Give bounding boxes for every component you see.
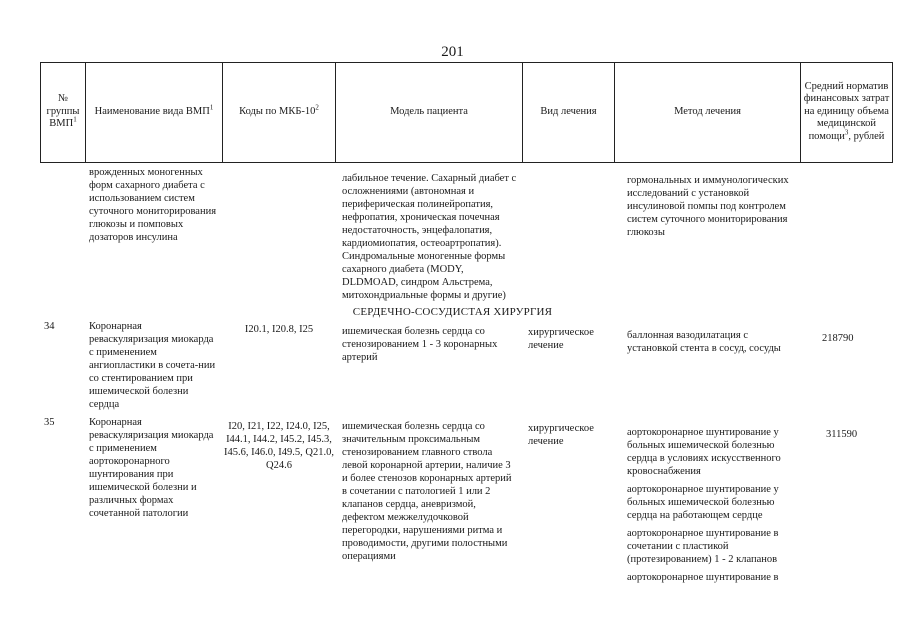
row-group-no: 34 [44, 321, 55, 332]
header-vmp-name [86, 63, 222, 161]
footnote-mark: 2 [315, 103, 319, 112]
treatment-method-item: баллонная вазодилатация с установкой стента в сосуд, сосуды [627, 330, 781, 354]
header-vmp-name-text: Наименование вида ВМП [94, 105, 210, 117]
row-avg-cost: 311590 [826, 429, 858, 440]
footnote-mark: 1 [209, 103, 214, 112]
row-icd-codes: I20.1, I20.8, I25 [244, 324, 314, 335]
row-treatment-type: хирургическое лечение [528, 327, 594, 351]
header-patient-model [336, 63, 522, 161]
header-treatment-method-text: Метод лечения [674, 105, 741, 117]
header-bottom-border [40, 162, 893, 163]
continuation-vmp-name: врожденных моногенных форм сахарного диабета с использованием систем суточного мониторирования глюкозы и помповых дозаторов инсулина [89, 167, 217, 243]
treatment-method-item: аортокоронарное шунтирование у больных ишемической болезнью сердца на работающем сердце [627, 484, 779, 521]
row-treatment-methods [627, 329, 799, 360]
continuation-patient-model: лабильное течение. Сахарный диабет с осложнениями (автономная и периферическая полинейропатия, нефропатия, хроническая почечная недостаточность, энцефалопатия, кардиомиопатия, остеоартропатия). Синдромальные моногенные формы сахарного диабета (MODY, DLDMOAD, синдром Альстрема, митохондриальные формы и другие) [342, 173, 517, 301]
section-title: СЕРДЕЧНО-СОСУДИСТАЯ ХИРУРГИЯ [352, 306, 553, 318]
row-avg-cost: 218790 [822, 333, 854, 344]
footnote-mark: 3 [844, 128, 849, 137]
header-group-no [41, 63, 85, 161]
header-patient-model-text: Модель пациента [390, 105, 468, 117]
row-treatment-methods [627, 426, 799, 589]
continuation-treatment-method: гормональных и иммунологических исследований с установкой инсулиновой помпы под контролем систем суточного мониторирования глюкозы [627, 175, 789, 238]
row-vmp-name: Коронарная реваскуляризация миокарда с применением ангиопластики в сочета-нии со стентированием при ишемической болезни сердца [89, 321, 216, 410]
row-icd-codes: I20, I21, I22, I24.0, I25, I44.1, I44.2, I45.2, I45.3, I45.6, I46.0, I49.5, Q21.0, Q24.6 [224, 421, 334, 471]
row-vmp-name: Коронарная реваскуляризация миокарда с применением аортокоронарного шунтирования при ишемической болезни и различных формах сочетанной патологии [89, 417, 214, 519]
row-patient-model: ишемическая болезнь сердца со стенозированием 1 - 3 коронарных артерий [342, 326, 498, 363]
header-group-no-text: № группы ВМП [46, 93, 80, 130]
header-avg-cost [801, 63, 892, 161]
row-patient-model: ишемическая болезнь сердца со значительным проксимальным стенозированием главного ствола левой коронарной артерии, наличие 3 и более стенозов коронарных артерий в сочетании с патологией 1 или 2 клапанов сердца, аневризмой, дефектом межжелудочковой перегородки, нарушениями ритма и проводимости, другими полостными операциями [342, 421, 512, 562]
column-divider [892, 62, 893, 162]
header-avg-cost-text: Средний норматив финансовых затрат на единицу объема медицинской помощи [803, 80, 890, 142]
row-treatment-type: хирургическое лечение [528, 423, 594, 447]
treatment-method-item: аортокоронарное шунтирование в сочетании с пластикой (протезированием) 1 - 2 клапанов [627, 528, 779, 565]
header-avg-cost-suffix: , рублей [848, 130, 885, 142]
header-icd-codes-text: Коды по МКБ-10 [239, 105, 316, 117]
treatment-method-item: аортокоронарное шунтирование в [627, 572, 779, 583]
page-number: 201 [441, 44, 464, 60]
header-icd-codes [223, 63, 335, 161]
header-treatment-type-text: Вид лечения [540, 105, 597, 117]
footnote-mark: 1 [73, 115, 77, 124]
treatment-method-item: аортокоронарное шунтирование у больных ишемической болезнью сердца в условиях искусственного кровоснабжения [627, 427, 781, 477]
header-treatment-method [615, 63, 800, 161]
row-group-no: 35 [44, 417, 55, 428]
header-treatment-type [523, 63, 614, 161]
